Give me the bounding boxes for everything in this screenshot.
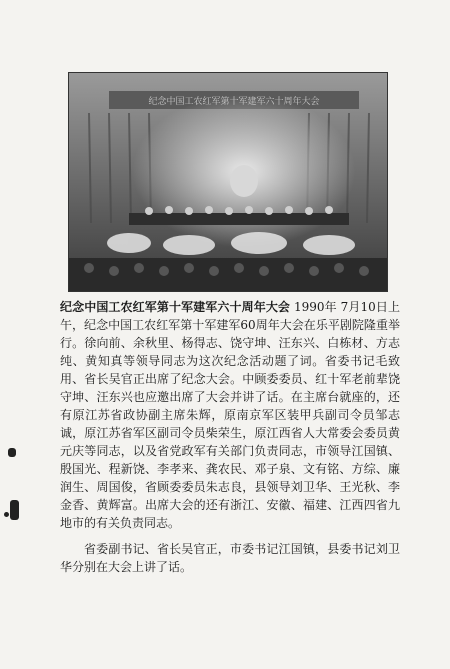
page-edge [0, 0, 30, 669]
binding-mark [8, 448, 16, 457]
binding-mark [4, 512, 9, 517]
paragraph-1 [60, 298, 400, 532]
photo-caption: 纪念中国工农红军第十军建军六十周年大会 [60, 300, 291, 314]
event-photo [68, 72, 388, 292]
paragraph-2: 省委副书记、省长吴官正，市委书记江国镇，县委书记刘卫华分别在大会上讲了话。 [60, 542, 400, 574]
paragraph-1-text: 1990年 7月10日上午，纪念中国工农红军第十军建军60周年大会在乐平剧院隆重举行。徐向前、余秋里、杨得志、饶守坤、汪东兴、白栋材、方志纯、黄知真等领导同志为这次纪念活动题了词。省委书记毛致用、省长吴官正出席了纪念大会。中顾委委员、红十军老前辈饶守坤、汪东兴也应邀出席了大会并讲了话。在主席台就座的，还有原江苏省政协副主席朱辉，原南京军区装甲兵副司令员邹志诚，原江苏省军区副司令员柴荣生，原江西省人大常委会委员黄元庆等同志，以及省党政军有关部门负责同志，市领导江国镇、殷国光、程新饶、李孝来、龚农民、邓子泉、文有铭、方综、廉润生、周国俊，省顾委委员朱志良，县领导刘卫华、王光秋、李金香、黄辉富。出席大会的还有浙江、安徽、福建、江西四省九地市的有关负责同志。 [60, 300, 400, 530]
binding-mark [10, 500, 19, 520]
article [60, 298, 400, 576]
photo-stage-icon [69, 73, 387, 291]
